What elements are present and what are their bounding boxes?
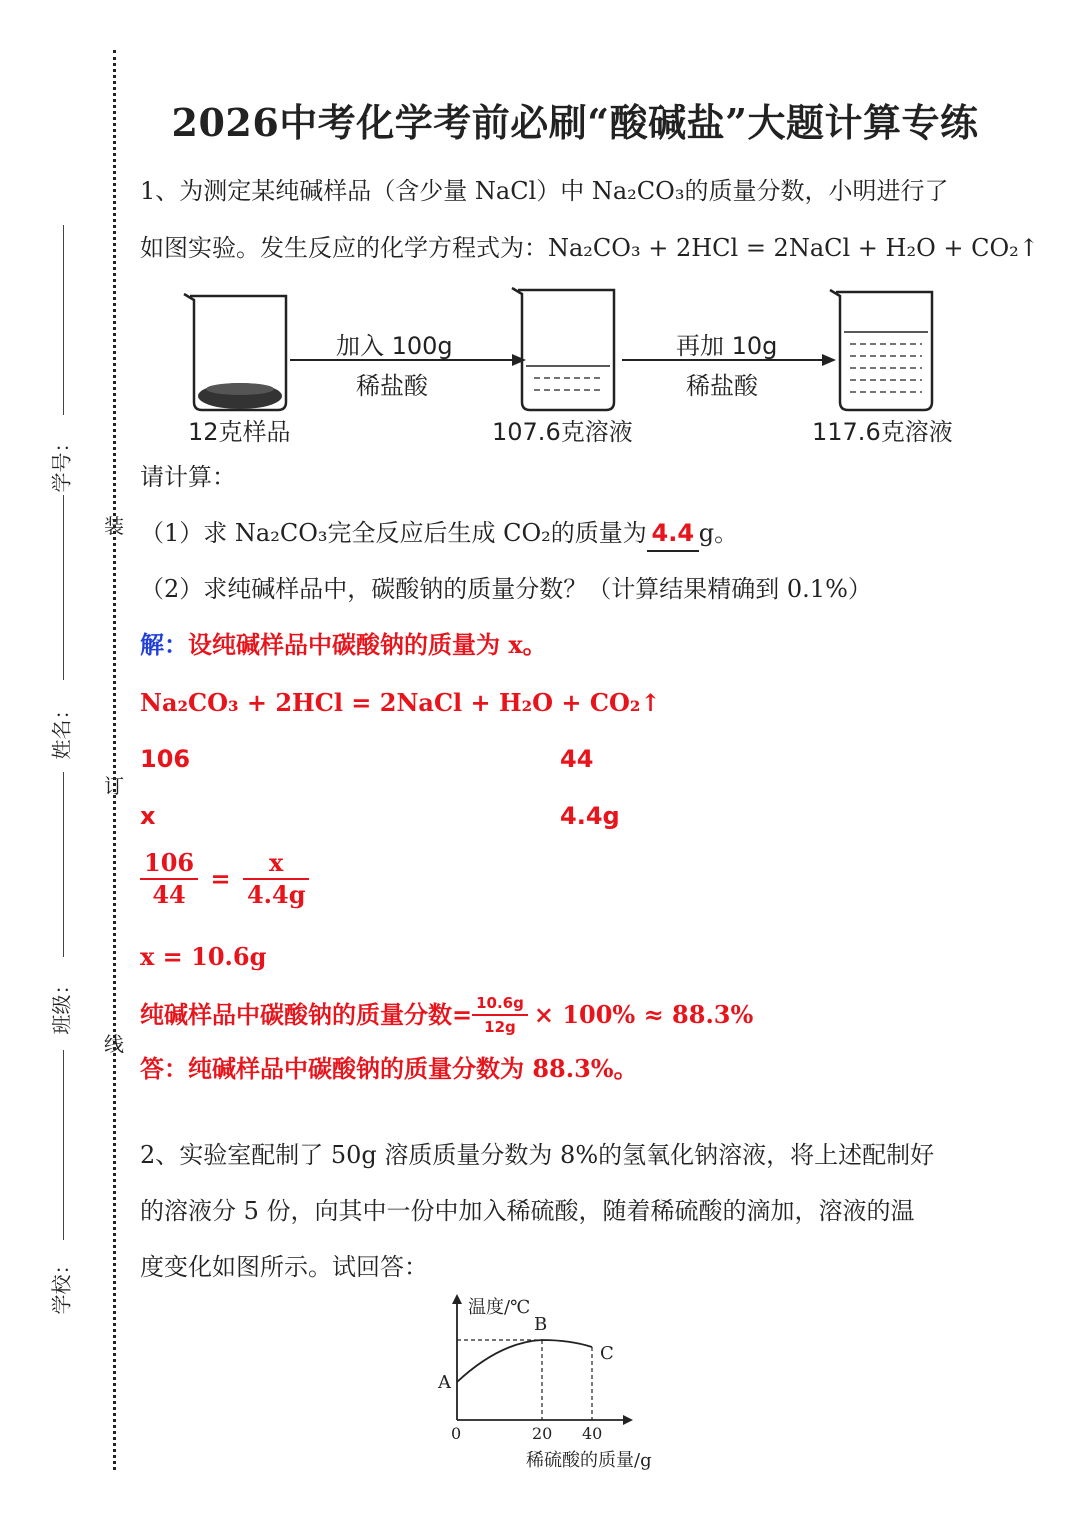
q1-part1 xyxy=(140,516,738,552)
graph-point-a: A xyxy=(438,1372,451,1393)
graph-origin: 0 xyxy=(451,1424,462,1443)
class-line xyxy=(63,772,64,957)
arrow-1-head xyxy=(512,354,526,366)
class-label: 班级： xyxy=(49,974,74,1035)
q1-part1-suffix: g。 xyxy=(698,519,739,547)
mass-fraction-fraction xyxy=(472,992,528,1038)
graph-temperature-curve xyxy=(457,1340,592,1382)
arrow-2-head xyxy=(822,354,836,366)
solution-answer: 答：纯碱样品中碳酸钠的质量分数为 88.3%。 xyxy=(140,1054,638,1083)
solution-setup xyxy=(140,628,547,662)
beaker-3-label: 117.6克溶液 xyxy=(812,418,953,446)
ratio-left-top: 106 xyxy=(140,745,191,773)
margin-word-zhuang: 装 xyxy=(104,514,124,538)
graph-x-tick-40: 40 xyxy=(582,1424,603,1443)
fraction-x-num: x xyxy=(243,848,310,880)
fraction-106-44 xyxy=(140,848,198,910)
q1-line2: 如图实验。发生反应的化学方程式为：Na₂CO₃ + 2HCl = 2NaCl + H₂O + CO₂↑ xyxy=(140,234,1039,262)
mass-fraction-den: 12g xyxy=(484,1018,516,1036)
q1-prompt: 请计算： xyxy=(140,463,236,491)
name-line xyxy=(63,495,64,680)
name-label: 姓名： xyxy=(49,699,74,760)
mass-fraction-tail: × 100% ≈ 88.3% xyxy=(533,1000,754,1029)
fraction-x-den: 4.4g xyxy=(246,880,306,909)
graph-xlabel: 稀硫酸的质量/g xyxy=(526,1450,652,1471)
arrow-2-bottom-label: 稀盐酸 xyxy=(686,372,758,400)
mass-fraction-num: 10.6g xyxy=(472,992,528,1016)
beaker-2-label: 107.6克溶液 xyxy=(492,418,633,446)
x-result: x = 10.6g xyxy=(140,942,267,971)
q2-line1: 2、实验室配制了 50g 溶质质量分数为 8%的氢氧化钠溶液，将上述配制好 xyxy=(140,1141,935,1169)
ratio-left-bottom: x xyxy=(140,802,156,830)
graph-x-tick-20: 20 xyxy=(532,1424,553,1443)
beaker-2 xyxy=(512,288,614,410)
fraction-x-4-4g xyxy=(243,848,310,910)
ratio-right-bottom: 4.4g xyxy=(560,802,620,830)
student-id-label: 学号： xyxy=(49,432,74,493)
graph-y-arrow xyxy=(452,1294,462,1304)
q1-line1: 1、为测定某纯碱样品（含少量 NaCl）中 Na₂CO₃的质量分数，小明进行了 xyxy=(140,177,949,205)
q2-line3: 度变化如图所示。试回答： xyxy=(140,1253,428,1281)
proportion-equals: = xyxy=(210,864,231,893)
mass-fraction-text: 纯碱样品中碳酸钠的质量分数= xyxy=(140,1000,473,1029)
margin-word-xian: 线 xyxy=(104,1032,124,1056)
beaker-1-label: 12克样品 xyxy=(188,418,291,446)
margin-word-ding: 订 xyxy=(104,774,124,798)
arrow-1-top-label: 加入 100g xyxy=(336,332,453,360)
solution-set-text: 设纯碱样品中碳酸钠的质量为 x。 xyxy=(188,630,547,659)
school-label: 学校： xyxy=(49,1254,74,1315)
arrow-1-bottom-label: 稀盐酸 xyxy=(356,372,428,400)
graph-point-b: B xyxy=(534,1314,548,1335)
q1-part2: （2）求纯碱样品中，碳酸钠的质量分数？（计算结果精确到 0.1%） xyxy=(140,575,872,603)
graph-x-arrow xyxy=(623,1415,633,1425)
arrow-2-top-label: 再加 10g xyxy=(676,332,778,360)
graph-point-c: C xyxy=(600,1343,614,1364)
binding-dotted-line xyxy=(113,50,116,1470)
mass-fraction-line xyxy=(140,992,753,1038)
solution-equation: Na₂CO₃ + 2HCl = 2NaCl + H₂O + CO₂↑ xyxy=(140,688,661,717)
graph-ylabel: 温度/℃ xyxy=(468,1297,531,1318)
q2-line2: 的溶液分 5 份，向其中一份中加入稀硫酸，随着稀硫酸的滴加，溶液的温 xyxy=(140,1197,915,1225)
q1-part1-answer: 4.4 xyxy=(647,516,699,552)
student-id-line xyxy=(63,225,64,415)
fraction-106-44-den: 44 xyxy=(152,880,186,909)
page-title: 2026中考化学考前必刷“酸碱盐”大题计算专练 xyxy=(171,100,979,145)
q1-part1-prefix: （1）求 Na₂CO₃完全反应后生成 CO₂的质量为 xyxy=(140,519,647,547)
school-line xyxy=(63,1050,64,1240)
proportion-equation xyxy=(140,848,309,910)
fraction-106-44-num: 106 xyxy=(140,848,198,880)
ratio-right-top: 44 xyxy=(560,745,594,773)
solution-jie: 解： xyxy=(140,630,188,659)
